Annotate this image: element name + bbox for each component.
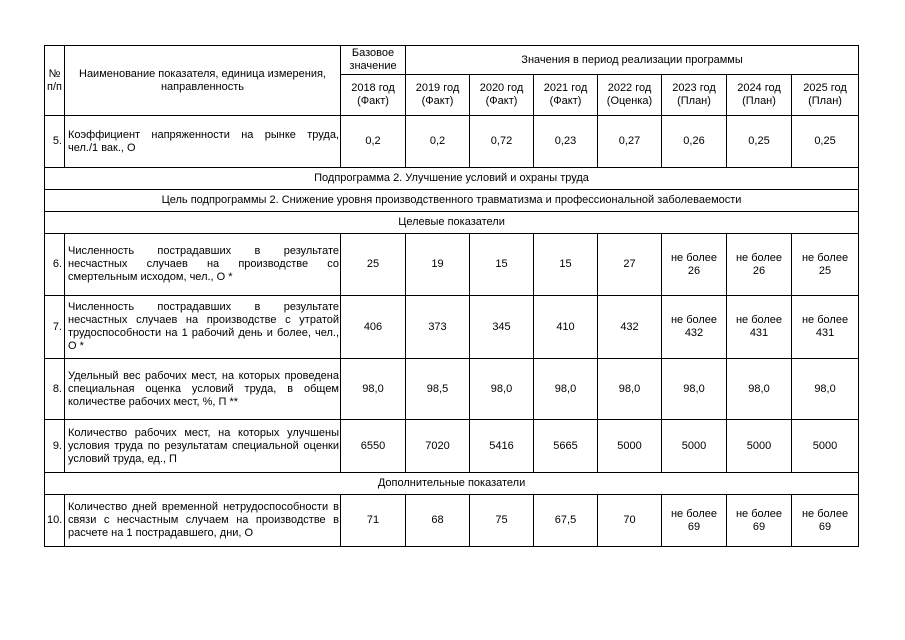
section-row [45,473,859,495]
indicator-value: 410 [534,296,598,359]
indicator-value: не более 25 [792,234,859,296]
indicator-value: 19 [406,234,470,296]
indicator-value: 406 [341,296,406,359]
indicator-value: 25 [341,234,406,296]
table-row [45,420,859,473]
indicator-name: Численность пострадавших в результате несчастных случаев на производстве с утратой трудоспособности на 1 рабочий день и более, чел., О * [65,296,341,359]
indicator-name: Коэффициент напряженности на рынке труда, чел./1 вак., О [65,116,341,168]
indicator-value: 98,0 [662,359,727,420]
indicator-value: 0,26 [662,116,727,168]
row-number: 5. [45,116,65,168]
row-number: 7. [45,296,65,359]
indicator-value: не более 26 [662,234,727,296]
section-title: Дополнительные показатели [45,473,859,495]
indicator-value: 27 [598,234,662,296]
indicator-value: 70 [598,495,662,547]
header-year: 2020 год (Факт) [470,75,534,116]
indicator-value: 98,0 [534,359,598,420]
indicator-value: 6550 [341,420,406,473]
indicator-value: 98,0 [598,359,662,420]
indicator-value: не более 69 [662,495,727,547]
indicator-value: 0,2 [406,116,470,168]
row-number: 8. [45,359,65,420]
header-year: 2024 год (План) [727,75,792,116]
indicator-value: не более 431 [792,296,859,359]
header-base: Базовое значение [341,46,406,75]
indicator-value: 5000 [598,420,662,473]
indicator-value: 15 [534,234,598,296]
header-year: 2023 год (План) [662,75,727,116]
indicator-name: Удельный вес рабочих мест, на которых проведена специальная оценка условий труда, в общем количестве рабочих мест, %, П ** [65,359,341,420]
indicator-value: 15 [470,234,534,296]
table-row [45,234,859,296]
indicator-value: 67,5 [534,495,598,547]
indicator-value: 98,0 [792,359,859,420]
indicator-name: Численность пострадавших в результате несчастных случаев на производстве со смертельным исходом, чел., О * [65,234,341,296]
indicator-value: 98,0 [470,359,534,420]
indicator-value: не более 432 [662,296,727,359]
row-number: 6. [45,234,65,296]
indicator-value: не более 26 [727,234,792,296]
indicator-value: 71 [341,495,406,547]
indicator-value: 98,0 [341,359,406,420]
indicator-value: 5000 [727,420,792,473]
table-row [45,359,859,420]
indicator-value: 68 [406,495,470,547]
indicator-value: 7020 [406,420,470,473]
indicator-name: Количество дней временной нетрудоспособности в связи с несчастным случаем на производстве в расчете на 1 пострадавшего, дни, О [65,495,341,547]
section-row [45,190,859,212]
indicator-value: 98,5 [406,359,470,420]
indicators-table [44,45,859,547]
indicator-value: 0,2 [341,116,406,168]
header-year: 2019 год (Факт) [406,75,470,116]
header-row-1 [45,46,859,75]
section-title: Цель подпрограммы 2. Снижение уровня производственного травматизма и профессиональной заболеваемости [45,190,859,212]
table-row [45,116,859,168]
header-period: Значения в период реализации программы [406,46,859,75]
indicator-value: 345 [470,296,534,359]
header-name: Наименование показателя, единица измерения, направленность [65,46,341,116]
table-row [45,495,859,547]
indicator-value: 0,72 [470,116,534,168]
indicator-value: 98,0 [727,359,792,420]
indicator-value: 75 [470,495,534,547]
indicator-value: 432 [598,296,662,359]
header-year: 2018 год (Факт) [341,75,406,116]
section-row [45,212,859,234]
header-year: 2025 год (План) [792,75,859,116]
header-num: № п/п [45,46,65,116]
indicator-value: 0,25 [727,116,792,168]
header-year: 2021 год (Факт) [534,75,598,116]
header-year: 2022 год (Оценка) [598,75,662,116]
indicator-value: 5000 [662,420,727,473]
indicator-value: 5416 [470,420,534,473]
indicator-value: 5000 [792,420,859,473]
indicator-name: Количество рабочих мест, на которых улучшены условия труда по результатам специальной оценки условий труда, ед., П [65,420,341,473]
indicator-value: 0,27 [598,116,662,168]
section-row [45,168,859,190]
table-row [45,296,859,359]
indicator-value: не более 431 [727,296,792,359]
indicator-value: не более 69 [727,495,792,547]
section-title: Подпрограмма 2. Улучшение условий и охраны труда [45,168,859,190]
indicator-value: не более 69 [792,495,859,547]
indicator-value: 0,23 [534,116,598,168]
indicator-value: 373 [406,296,470,359]
row-number: 10. [45,495,65,547]
section-title: Целевые показатели [45,212,859,234]
indicator-value: 0,25 [792,116,859,168]
row-number: 9. [45,420,65,473]
indicator-value: 5665 [534,420,598,473]
